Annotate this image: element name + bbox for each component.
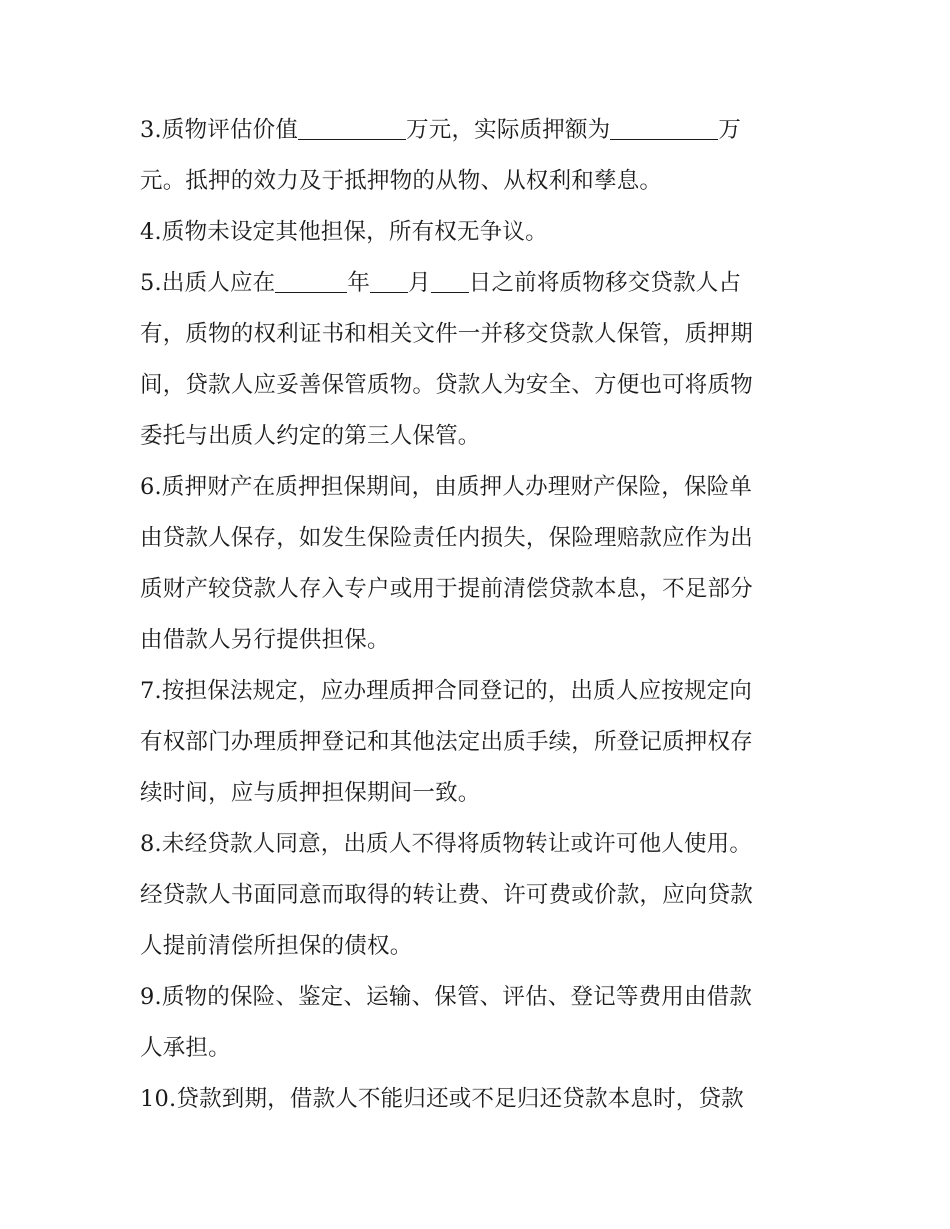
clause-5-text-4: 日之前将质物移交贷款人占 [468,270,742,296]
clause-6-line-2: 由贷款人保存，如发生保险责任内损失，保险理赔款应作为出 [140,525,753,551]
clause-5-text-2: 年 [347,270,371,296]
month-blank [370,268,408,293]
clause-7-line-2: 有权部门办理质押登记和其他法定出质手续，所登记质押权存 [140,729,753,755]
clause-3-text-1: 3.质物评估价值 [140,117,299,143]
clause-8-line-1: 8.未经贷款人同意，出质人不得将质物转让或许可他人使用。 [140,831,753,857]
clause-9-line-1: 9.质物的保险、鉴定、运输、保管、评估、登记等费用由借款 [140,984,753,1010]
clause-6-line-3: 质财产较贷款人存入专户或用于提前清偿贷款本息，不足部分 [140,576,753,602]
clause-6-line-4: 由借款人另行提供担保。 [140,627,390,653]
year-blank [275,268,347,293]
clause-7-line-3: 续时间，应与质押担保期间一致。 [140,780,481,806]
clause-5-line-4: 委托与出质人约定的第三人保管。 [140,423,481,449]
document-page [140,105,820,1125]
clause-4-line-1: 4.质物未设定其他担保，所有权无争议。 [140,219,548,245]
day-blank [431,268,469,293]
clause-5-line-2: 有，质物的权利证书和相关文件一并移交贷款人保管，质押期 [140,321,753,347]
clause-5-text-3: 月 [408,270,431,296]
valuation-blank [298,115,406,140]
pledge-amount-blank [610,115,718,140]
clause-5-text-1: 5.出质人应在 [140,270,276,296]
clause-10-line-1: 10.贷款到期，借款人不能归还或不足归还贷款本息时，贷款 [140,1086,744,1112]
clause-8-line-3: 人提前清偿所担保的债权。 [140,933,413,959]
clause-6-line-1: 6.质押财产在质押担保期间，由质押人办理财产保险，保险单 [140,474,753,500]
clause-7-line-1: 7.按担保法规定，应办理质押合同登记的，出质人应按规定向 [140,678,753,704]
clause-3-text-3: 万 [718,117,742,143]
clause-5-line-1 [140,258,820,309]
clause-8-line-2: 经贷款人书面同意而取得的转让费、许可费或价款，应向贷款 [140,882,753,908]
clause-3-line-1 [140,105,820,156]
clause-9-line-2: 人承担。 [140,1035,231,1061]
clause-3-line-2: 元。抵押的效力及于抵押物的从物、从权利和孳息。 [140,168,663,194]
clause-5-line-3: 间，贷款人应妥善保管质物。贷款人为安全、方便也可将质物 [140,372,753,398]
clause-3-text-2: 万元，实际质押额为 [406,117,611,143]
